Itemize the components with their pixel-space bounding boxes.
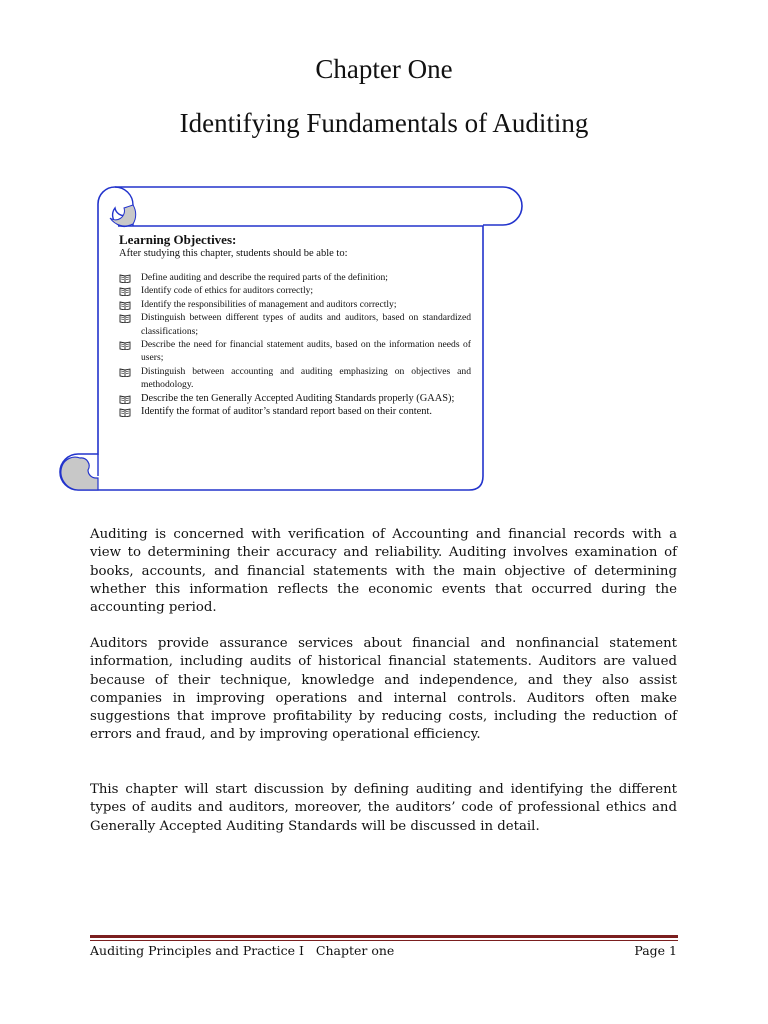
objective-item: Identify the responsibilities of management and auditors correctly; — [119, 298, 471, 311]
objective-item: Distinguish between different types of audits and auditors, based on standardized classifications; — [119, 311, 471, 338]
objective-item: Identify the format of auditor’s standard report based on their content. — [119, 405, 471, 418]
footer-course-title: Auditing Principles and Practice I Chapter one — [90, 943, 395, 958]
open-book-icon — [119, 407, 131, 417]
objective-item: Identify code of ethics for auditors correctly; — [119, 284, 471, 297]
objectives-heading: Learning Objectives: — [119, 232, 237, 247]
open-book-icon — [119, 394, 131, 404]
open-book-icon — [119, 300, 131, 310]
body-paragraph-3: This chapter will start discussion by defining auditing and identifying the different types of audits and auditors, moreover, the auditors’ code of professional ethics and Generally Accepted Auditing Standards will be discussed in detail. — [90, 782, 677, 834]
body-paragraph-2: Auditors provide assurance services about financial and nonfinancial statement information, including audits of historical financial statements. Auditors are valued because of their technique, knowledge and independence, and they also assist companies in improving operations and internal controls. Auditors often make suggestions that improve profitability by reducing costs, including the reduction of errors and fraud, and by improving operational efficiency. — [90, 636, 677, 743]
objectives-intro: After studying this chapter, students should be able to: — [119, 248, 348, 259]
chapter-number: Chapter One — [315, 54, 453, 84]
footer-page-number: Page 1 — [634, 943, 677, 958]
footer-rule-thin — [90, 940, 678, 941]
body-paragraph-1: Auditing is concerned with verification of Accounting and financial records with a view to determining their accuracy and reliability. Auditing involves examination of books, accounts, and financial statements with the main objective of determining whether this information reflects the economic events that occurred during the accounting period. — [90, 527, 677, 616]
objective-item: Describe the need for financial statement audits, based on the information needs of users; — [119, 338, 471, 365]
open-book-icon — [119, 286, 131, 296]
open-book-icon — [119, 273, 131, 283]
objective-item: Define auditing and describe the required parts of the definition; — [119, 271, 471, 284]
objectives-list — [119, 271, 471, 418]
learning-objectives — [119, 232, 471, 418]
footer-rule — [90, 935, 678, 938]
open-book-icon — [119, 367, 131, 377]
open-book-icon — [119, 340, 131, 350]
open-book-icon — [119, 313, 131, 323]
objective-item: Distinguish between accounting and auditing emphasizing on objectives and methodology. — [119, 365, 471, 392]
chapter-title: Identifying Fundamentals of Auditing — [179, 108, 589, 138]
objective-item: Describe the ten Generally Accepted Auditing Standards properly (GAAS); — [119, 392, 471, 405]
